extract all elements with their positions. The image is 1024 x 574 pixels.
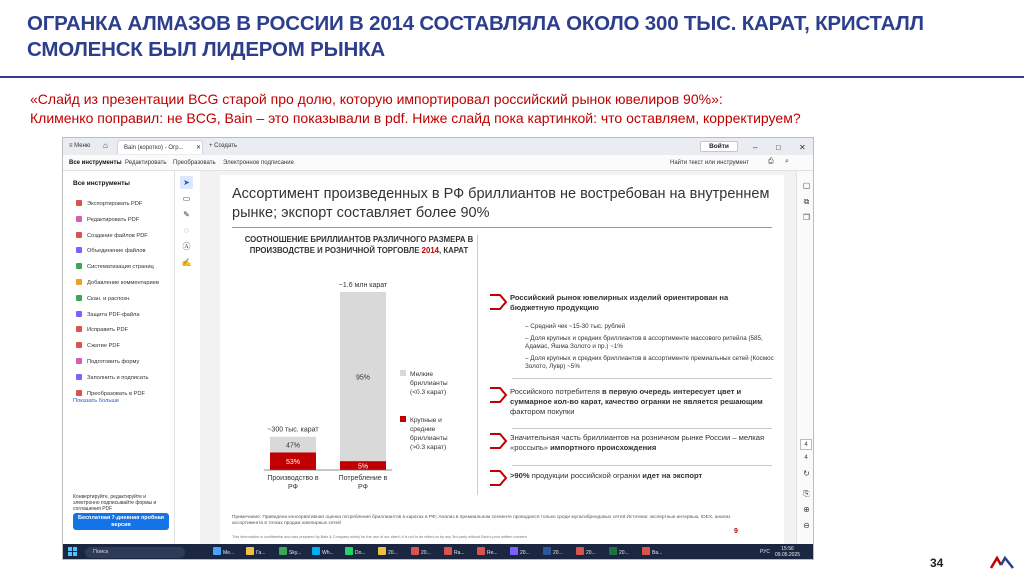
print-icon[interactable]: ⎙: [768, 158, 774, 165]
close-window-icon[interactable]: ✕: [799, 143, 806, 152]
tab-edit[interactable]: Редактировать: [125, 160, 167, 166]
quote-block: [30, 90, 990, 128]
app-icon: [246, 547, 254, 555]
sidepanel-item-label: Преобразовать в PDF: [87, 390, 145, 397]
brand-logo: [988, 555, 1016, 571]
tool-icon: [76, 390, 82, 396]
promo-text: Конвертируйте, редактируйте и электронно подписывайте формы и соглашения PDF: [73, 494, 157, 512]
app-icon: [312, 547, 320, 555]
sidepanel-item[interactable]: [76, 358, 139, 365]
tool-icon: [76, 295, 82, 301]
sidepanel-item[interactable]: [76, 232, 148, 239]
select-cursor-icon[interactable]: ➤: [180, 176, 193, 189]
taskbar-app-label: Ba...: [652, 550, 663, 556]
taskbar-app[interactable]: [378, 547, 398, 558]
taskbar-app-label: 20...: [586, 550, 596, 556]
tools-sidepanel: [63, 171, 175, 544]
separator: [512, 378, 772, 379]
taskbar-app-label: 20...: [388, 550, 398, 556]
app-icon: [576, 547, 584, 555]
sidepanel-item-label: Сжатие PDF: [87, 343, 120, 350]
tool-icon: [76, 279, 82, 285]
minimize-icon[interactable]: –: [753, 143, 758, 152]
bookmarks-icon[interactable]: ⧉: [803, 197, 810, 206]
sidepanel-item[interactable]: [76, 295, 131, 302]
taskbar-app[interactable]: [312, 547, 334, 558]
text-box-icon[interactable]: Ⓐ: [182, 242, 191, 251]
comment-icon[interactable]: ▭: [182, 194, 191, 203]
language-indicator[interactable]: РУС: [760, 549, 771, 555]
page-current[interactable]: 4: [800, 439, 812, 450]
taskbar-app[interactable]: [510, 547, 530, 558]
chart-title: СООТНОШЕНИЕ БРИЛЛИАНТОВ РАЗЛИЧНОГО РАЗМЕРА В ПРОИЗВОДСТВЕ И РОЗНИЧНОЙ ТОРГОВЛЕ 2014, КАРАТ: [244, 235, 474, 255]
refresh-icon[interactable]: ↻: [803, 469, 810, 478]
category-label: Потребление в: [338, 475, 388, 482]
quote-line-2: Клименко поправил: не BCG, Bain – это показывали в pdf. Ниже слайд пока картинкой: что оставляем, корректируем?: [30, 110, 801, 126]
taskbar-app[interactable]: [279, 547, 301, 558]
title-divider: [0, 76, 1024, 78]
category-label: Производство в: [267, 475, 319, 482]
tab-esign[interactable]: Электронное подписание: [223, 160, 294, 166]
app-icon: [477, 547, 485, 555]
quote-line-1: «Слайд из презентации BCG старой про долю, которую импортировал российский рынок ювелиров 90%»:: [30, 91, 723, 107]
data-label: 5%: [357, 463, 369, 471]
taskbar-app[interactable]: [477, 547, 498, 558]
point-1: Российский рынок ювелирных изделий ориентирован на бюджетную продукцию: [510, 293, 729, 312]
taskbar-app[interactable]: [609, 547, 629, 558]
tool-search-input[interactable]: Найти текст или инструмент: [670, 160, 749, 166]
lasso-icon[interactable]: ◌: [184, 226, 189, 235]
clock-date: 09.05.2025: [775, 552, 801, 558]
arrow-markers: [488, 293, 510, 503]
sidepanel-item-label: Создание файлов PDF: [87, 232, 148, 239]
legend-label: бриллианты: [410, 380, 448, 387]
app-icon: [642, 547, 650, 555]
pdf-page: [220, 175, 784, 544]
bullet-1: – Средний чек ~15-30 тыс. рублей: [525, 323, 626, 330]
app-icon: [444, 547, 452, 555]
window-titlebar: [63, 138, 814, 155]
column-divider: [477, 235, 478, 495]
category-label: РФ: [358, 484, 368, 491]
sidepanel-item[interactable]: [76, 311, 140, 318]
sidepanel-item[interactable]: [76, 374, 148, 381]
taskbar-app-label: Га...: [256, 550, 266, 556]
sidepanel-item[interactable]: [76, 247, 146, 254]
zoom-in-icon[interactable]: ⊕: [803, 505, 810, 514]
signin-button[interactable]: Войти: [700, 141, 738, 152]
tool-icon: [76, 232, 82, 238]
sidepanel-item-label: Систематизация страниц: [87, 264, 154, 271]
sidepanel-item-label: Исправить PDF: [87, 327, 129, 334]
tab-label: Bain (коротко) - Огр...: [124, 145, 184, 151]
sidepanel-item[interactable]: [76, 263, 154, 270]
sidepanel-item-label: Защита PDF-файла: [87, 311, 140, 318]
taskbar-app[interactable]: [345, 547, 366, 558]
right-rail: [796, 171, 814, 544]
bullet-2: – Доля крупных и средних бриллиантов в ассортименте массового ритейла (585, Адамас, Яшма Золото и пр.) ~1%: [525, 335, 763, 350]
clock-time: 15:56: [781, 546, 794, 552]
legend-label: Крупные и: [410, 417, 442, 424]
comments-panel-icon[interactable]: ▢: [802, 181, 811, 190]
zoom-out-icon[interactable]: ⊖: [803, 521, 810, 530]
separator: [512, 465, 772, 466]
taskbar-app[interactable]: [213, 547, 234, 558]
legend-label: бриллианты: [410, 435, 448, 442]
taskbar-app[interactable]: [543, 547, 563, 558]
taskbar-app[interactable]: [576, 547, 596, 558]
sidepanel-item-label: Добавление комментариев: [87, 280, 159, 286]
page-total: 4: [804, 455, 808, 461]
slide-title: ОГРАНКА АЛМАЗОВ В РОССИИ В 2014 СОСТАВЛЯЛА ОКОЛО 300 ТЫС. КАРАТ, КРИСТАЛЛ СМОЛЕНСК БЫЛ ЛИДЕРОМ РЫНКА: [27, 12, 924, 61]
bullet-3: – Доля крупных и средних бриллиантов в ассортименте премиальных сетей (Космос Золото, Лувр) ~5%: [525, 355, 774, 370]
tool-icon: [76, 216, 82, 222]
pdf-page-number: 9: [734, 528, 738, 535]
taskbar-app-label: 20...: [553, 550, 563, 556]
pen-icon[interactable]: ✎: [183, 210, 190, 219]
taskbar-app-label: 20...: [520, 550, 530, 556]
document-tab[interactable]: [117, 140, 203, 154]
point-2: Российского потребителя в первую очередь интересует цвет и суммарное кол-во карат, качество огранки не является решающим фактором покупки: [510, 387, 763, 416]
taskbar-app-label: Ra...: [454, 550, 465, 556]
taskbar-app-label: Re...: [487, 550, 498, 556]
pages-icon[interactable]: ❐: [802, 213, 811, 222]
close-tab-icon[interactable]: ✕: [196, 145, 202, 151]
sidepanel-item[interactable]: [76, 326, 128, 333]
taskbar-app[interactable]: [411, 547, 431, 558]
taskbar-app-label: 20...: [421, 550, 431, 556]
arrow-marker: [490, 295, 506, 309]
maximize-icon[interactable]: □: [776, 143, 781, 152]
tab-all-tools[interactable]: Все инструменты: [69, 160, 122, 166]
arrow-marker: [490, 434, 506, 448]
separator: [512, 428, 772, 429]
tool-icon: [76, 200, 82, 206]
taskbar-app-label: Sky...: [289, 550, 302, 556]
sidepanel-item-label: Заполнить и подписать: [87, 374, 149, 381]
sidepanel-item-label: Подготовить форму: [87, 359, 140, 365]
trial-button[interactable]: Бесплатная 7-дневная пробная версия: [73, 513, 169, 530]
legend-label: (<0.3 карат): [410, 389, 447, 396]
app-icon: [213, 547, 221, 555]
sidepanel-item-label: Скан. и распозн.: [87, 295, 131, 302]
app-icon: [345, 547, 353, 555]
sidepanel-item-label: Объединение файлов: [87, 248, 146, 255]
app-icon: [609, 547, 617, 555]
arrow-marker: [490, 388, 506, 402]
menu-button[interactable]: ≡ Меню: [69, 143, 91, 149]
tool-icon: [76, 358, 82, 364]
sidepanel-item-label: Редактировать PDF: [87, 216, 140, 223]
windows-taskbar: [63, 544, 814, 560]
taskbar-app-label: Ме...: [223, 550, 235, 556]
taskbar-clock[interactable]: [775, 546, 800, 558]
footnote: Примечание: Приведена консервативная оценка потребления бриллиантов в каратах в РФ; Анализ в премиальном сегменте проводился только среди мультибрендовых сетей Источник: экспертные интервью, IDEX, анализ ассортимента в точках продаж ювелирных сетей: [232, 515, 731, 526]
new-tab-button[interactable]: + Создать: [209, 143, 237, 149]
taskbar-app[interactable]: [246, 547, 265, 558]
pdf-slide-title: Ассортимент произведенных в РФ бриллиантов не востребован на внутреннем рынке; экспорт составляет более 90%: [232, 186, 770, 221]
tool-icon: [76, 311, 82, 317]
app-icon: [279, 547, 287, 555]
legend-label: средние: [410, 426, 436, 433]
category-label: РФ: [288, 484, 298, 491]
sidepanel-item[interactable]: [76, 342, 120, 349]
sidepanel-item[interactable]: [76, 200, 142, 207]
data-label: 53%: [285, 459, 301, 467]
total-label: ~1.6 млн карат: [338, 282, 388, 289]
windows-start-icon[interactable]: [68, 547, 78, 557]
sidepanel-item-label: Экспортировать PDF: [87, 201, 143, 207]
point-4: >90% продукции российской огранки идет на экспорт: [510, 471, 703, 480]
legend-label: Мелкие: [410, 371, 434, 378]
save-icon[interactable]: ⎘: [803, 489, 810, 498]
sign-icon[interactable]: ✍: [181, 258, 192, 267]
home-icon[interactable]: ⌂: [103, 141, 108, 150]
legend-label: (>0.3 карат): [410, 444, 447, 451]
legend-swatch: [400, 370, 406, 376]
tool-icon: [76, 263, 82, 269]
slide-number: 34: [930, 556, 944, 570]
taskbar-search[interactable]: Поиск: [85, 547, 185, 558]
taskbar-app[interactable]: [642, 547, 662, 558]
annotation-toolstrip: [179, 176, 195, 286]
tool-icon: [76, 374, 82, 380]
sidepanel-item[interactable]: [76, 216, 139, 223]
search-icon[interactable]: ⌕: [785, 158, 789, 165]
acrobat-window: [62, 137, 814, 560]
taskbar-app-label: 20...: [619, 550, 629, 556]
tool-icon: [76, 247, 82, 253]
total-label: ~300 тыс. карат: [267, 426, 319, 434]
taskbar-app-label: Do...: [355, 550, 366, 556]
sidepanel-item[interactable]: [76, 279, 159, 286]
sidepanel-title: Все инструменты: [73, 180, 130, 187]
tool-icon: [76, 342, 82, 348]
document-viewport[interactable]: [200, 171, 796, 544]
app-icon: [378, 547, 386, 555]
app-icon: [543, 547, 551, 555]
taskbar-app-label: Wh...: [322, 550, 334, 556]
tool-icon: [76, 326, 82, 332]
show-more-link[interactable]: Показать больше: [73, 398, 120, 404]
stacked-bar-chart: [260, 274, 470, 504]
app-icon: [510, 547, 518, 555]
arrow-marker: [490, 471, 506, 485]
data-label: 95%: [355, 374, 371, 382]
toolbar: [63, 155, 814, 171]
taskbar-app[interactable]: [444, 547, 465, 558]
sidepanel-item[interactable]: [76, 390, 145, 397]
confidential-note: This information is confidential and was prepared by Bain & Company solely for the use of our client; it is not to be relied on by any 3rd party without Bain's prior written consent: [232, 535, 527, 539]
tab-convert[interactable]: Преобразовать: [173, 160, 216, 166]
data-label: 47%: [285, 442, 301, 450]
pdf-title-rule: [232, 227, 772, 228]
app-icon: [411, 547, 419, 555]
legend-swatch: [400, 416, 406, 422]
point-3: Значительная часть бриллиантов на розничном рынке России – мелкая «россыпь» импортного происхождения: [510, 433, 765, 452]
